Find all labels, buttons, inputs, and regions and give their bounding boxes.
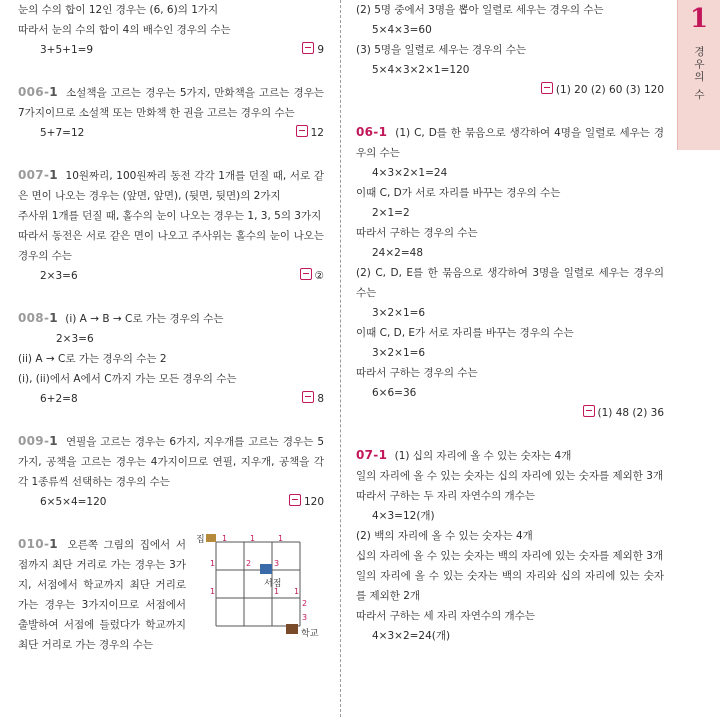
text-line: 눈의 수의 합이 12인 경우는 (6, 6)의 1가지	[18, 4, 219, 16]
answer-value: 120	[303, 496, 324, 508]
problem-number: 007-1	[18, 168, 58, 182]
answer-value: 12	[310, 127, 324, 139]
right-column	[356, 0, 664, 646]
calc-line: 4×3=12(개)	[372, 510, 435, 522]
answer-value: 9	[317, 44, 324, 56]
calc-line: 3+5+1=9	[40, 44, 94, 56]
calc-line: 3×2×1=6	[372, 347, 426, 359]
problem-007	[18, 165, 324, 206]
text-line: (1) C, D를 한 묶음으로 생각하여 4명을 일렬로 세우는 경우의 수는	[356, 127, 664, 159]
problem-text: 소설책을 고르는 경우는 5가지, 만화책을 고르는 경우는 7가지이므로 소설책 또는 만화책 한 권을 고르는 경우의 수는	[18, 87, 324, 119]
calc-line: 5+7=12	[40, 127, 85, 139]
problem-006	[18, 82, 324, 123]
text-line: (i) A → B → C로 가는 경우의 수는	[65, 313, 224, 325]
svg-text:1: 1	[222, 534, 228, 543]
problem-text: 오른쪽 그림의 집에서 서점까지 최단 거리로 가는 경우는 3가지, 서점에서 학교까지 최단 거리로 가는 경우는 3가지이므로 서점에서 출발하여 서점에 들렀다가 학교까지 최단 거리로 가는 경우의 수는	[18, 539, 186, 651]
problem-number: 009-1	[18, 434, 58, 448]
text-line: (2) 5명 중에서 3명을 뽑아 일렬로 세우는 경우의 수는	[356, 4, 604, 16]
answer-icon	[300, 268, 312, 280]
home-icon	[206, 534, 216, 542]
text-line: 이때 C, D, E가 서로 자리를 바꾸는 경우의 수는	[356, 327, 574, 339]
answer-row	[356, 80, 664, 100]
answer-value: ②	[314, 270, 324, 282]
text-line: 따라서 동전은 서로 같은 면이 나오고 주사위는 홀수의 눈이 나오는 경우의 수는	[18, 230, 324, 262]
text-line: 일의 자리에 올 수 있는 숫자는 백의 자리와 십의 자리에 있는 숫자를 제외한 2개	[356, 570, 664, 602]
calc-line: 6+2=8	[40, 393, 78, 405]
answer-icon	[296, 125, 308, 137]
text-line: (2) C, D, E를 한 묶음으로 생각하여 3명을 일렬로 세우는 경우의 수는	[356, 267, 664, 299]
answer-value: (1) 48 (2) 36	[597, 407, 664, 419]
answer-icon	[583, 405, 595, 417]
answer-icon	[302, 42, 314, 54]
problem-06	[356, 122, 664, 163]
problem-text: 10원짜리, 100원짜리 동전 각각 1개를 던질 때, 서로 같은 면이 나오는 경우는 (앞면, 앞면), (뒷면, 뒷면)의 2가지	[18, 170, 324, 202]
school-icon	[286, 624, 298, 634]
bookstore-icon	[260, 564, 272, 574]
problem-number: 06-1	[356, 125, 388, 139]
answer-icon	[541, 82, 553, 94]
problem-07	[356, 445, 664, 466]
answer-row	[18, 492, 324, 512]
answer-value: (1) 20 (2) 60 (3) 120	[555, 84, 664, 96]
text-line: 따라서 구하는 세 자리 자연수의 개수는	[356, 610, 535, 622]
column-divider	[340, 0, 341, 717]
chapter-side-tab	[677, 0, 720, 150]
svg-text:3: 3	[302, 613, 308, 622]
answer-row	[18, 40, 324, 60]
calc-line: 2×1=2	[372, 207, 410, 219]
home-label: 집	[196, 535, 205, 545]
calc-line: 4×3×2=24(개)	[372, 630, 451, 642]
text-line: 따라서 구하는 경우의 수는	[356, 367, 478, 379]
calc-line: 5×4×3×2×1=120	[372, 64, 470, 76]
chapter-number: 1	[689, 4, 709, 34]
answer-row	[18, 266, 324, 286]
svg-text:1: 1	[278, 534, 284, 543]
left-column	[18, 0, 324, 655]
text-line: 이때 C, D가 서로 자리를 바꾸는 경우의 수는	[356, 187, 561, 199]
problem-number: 008-1	[18, 311, 58, 325]
route-grid-figure	[196, 534, 332, 654]
school-label: 학교	[301, 629, 319, 639]
answer-icon	[289, 494, 301, 506]
calc-line: 4×3×2×1=24	[372, 167, 448, 179]
problem-009	[18, 431, 324, 492]
svg-text:2: 2	[302, 599, 308, 608]
text-line: 십의 자리에 올 수 있는 숫자는 백의 자리에 있는 숫자를 제외한 3개	[356, 550, 664, 562]
problem-number: 07-1	[356, 448, 388, 462]
problem-text: 연필을 고르는 경우는 6가지, 지우개를 고르는 경우는 5가지, 공책을 고르는 경우는 4가지이므로 연필, 지우개, 공책을 각각 1종류씩 선택하는 경우의 수는	[18, 436, 324, 488]
problem-008	[18, 308, 324, 329]
calc-line: 3×2×1=6	[372, 307, 426, 319]
svg-text:1: 1	[210, 587, 216, 596]
answer-row	[18, 389, 324, 409]
svg-text:3: 3	[274, 559, 280, 568]
answer-row	[18, 123, 324, 143]
problem-number: 006-1	[18, 85, 58, 99]
text-line: 따라서 구하는 두 자리 자연수의 개수는	[356, 490, 535, 502]
text-line: 일의 자리에 올 수 있는 숫자는 십의 자리에 있는 숫자를 제외한 3개	[356, 470, 664, 482]
calc-line: 24×2=48	[372, 247, 423, 259]
calc-line: 2×3=6	[56, 333, 94, 345]
text-line: 주사위 1개를 던질 때, 홀수의 눈이 나오는 경우는 1, 3, 5의 3가지	[18, 210, 322, 222]
chapter-title: 경우의 수	[693, 46, 705, 102]
calc-line: 2×3=6	[40, 270, 78, 282]
calc-line: 5×4×3=60	[372, 24, 432, 36]
answer-row	[356, 403, 664, 423]
text-line: 따라서 구하는 경우의 수는	[356, 227, 478, 239]
text-line: (2) 백의 자리에 올 수 있는 숫자는 4개	[356, 530, 533, 542]
svg-text:1: 1	[250, 534, 256, 543]
text-line: (ii) A → C로 가는 경우의 수는 2	[18, 353, 167, 365]
text-line: (1) 십의 자리에 올 수 있는 숫자는 4개	[394, 450, 572, 462]
bookstore-label: 서점	[264, 579, 282, 589]
problem-010	[18, 534, 324, 655]
svg-text:1: 1	[274, 587, 280, 596]
svg-text:1: 1	[210, 559, 216, 568]
answer-icon	[302, 391, 314, 403]
text-line: 따라서 눈의 수의 합이 4의 배수인 경우의 수는	[18, 24, 231, 36]
calc-line: 6×6=36	[372, 387, 417, 399]
text-line: (3) 5명을 일렬로 세우는 경우의 수는	[356, 44, 527, 56]
answer-value: 8	[317, 393, 324, 405]
svg-text:2: 2	[246, 559, 252, 568]
svg-text:1: 1	[294, 587, 300, 596]
problem-number: 010-1	[18, 537, 58, 551]
text-line: (i), (ii)에서 A에서 C까지 가는 모든 경우의 수는	[18, 373, 237, 385]
calc-line: 6×5×4=120	[40, 496, 107, 508]
